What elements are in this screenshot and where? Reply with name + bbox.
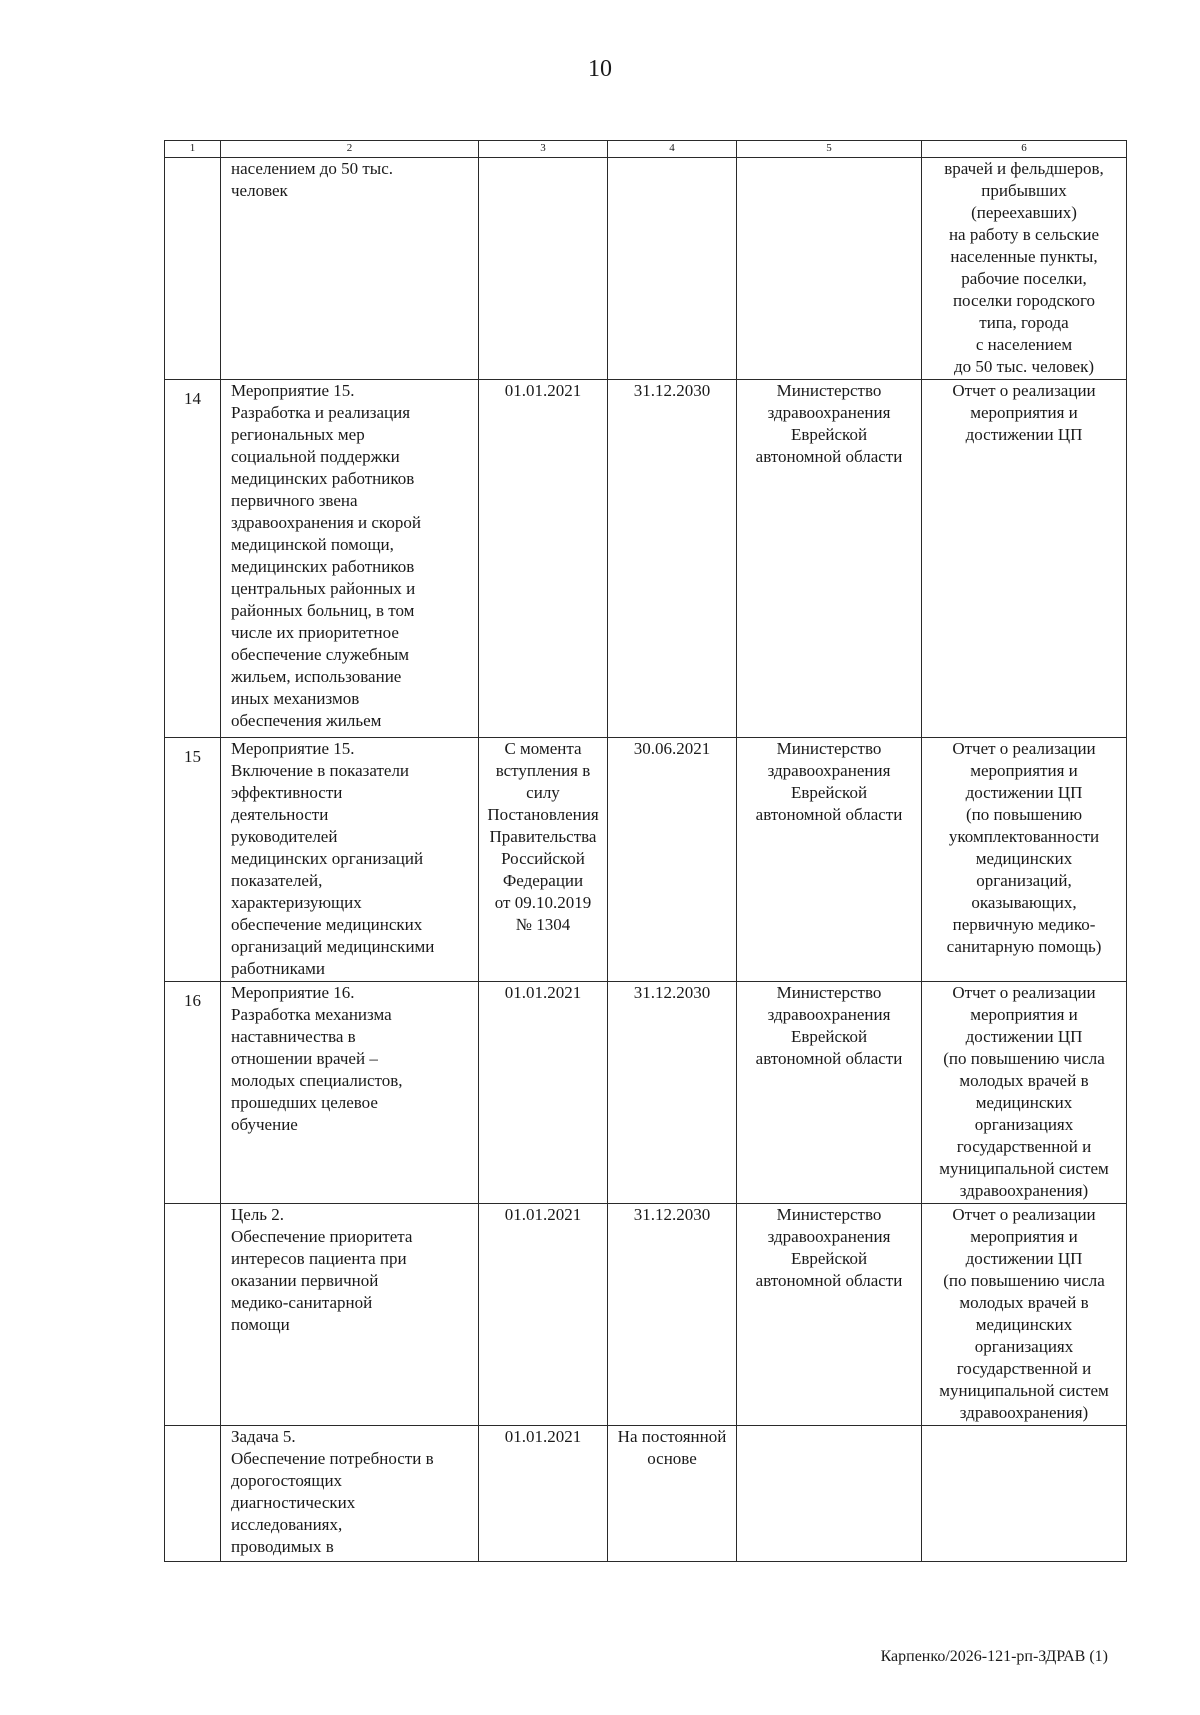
end-date: 30.06.2021 — [608, 738, 737, 982]
goal-name: Цель 2. Обеспечение приоритета интересов пациента при оказании первичной медико-санитарной помощи — [221, 1204, 479, 1426]
expected-result: врачей и фельдшеров, прибывших (переехавших) на работу в сельские населенные пункты, рабочие поселки, поселки городского типа, города с населением до 50 тыс. человек) — [922, 158, 1127, 380]
expected-result: Отчет о реализации мероприятия и достижении ЦП — [922, 380, 1127, 738]
end-date: На постоянной основе — [608, 1426, 737, 1562]
measure-name: Мероприятие 15. Включение в показатели эффективности деятельности руководителей медицинских организаций показателей, характеризующих обеспечение медицинских организаций медицинскими работниками — [221, 738, 479, 982]
end-date — [608, 158, 737, 380]
end-date: 31.12.2030 — [608, 380, 737, 738]
column-number: 4 — [608, 141, 737, 158]
measure-name: Мероприятие 16. Разработка механизма наставничества в отношении врачей – молодых специалистов, прошедших целевое обучение — [221, 982, 479, 1204]
start-date: 01.01.2021 — [479, 982, 608, 1204]
task-name: Задача 5. Обеспечение потребности в дорогостоящих диагностических исследованиях, проводимых в — [221, 1426, 479, 1562]
expected-result: Отчет о реализации мероприятия и достижении ЦП (по повышению укомплектованности медицинских организаций, оказывающих, первичную медико- санитарную помощь) — [922, 738, 1127, 982]
column-number: 3 — [479, 141, 608, 158]
expected-result: Отчет о реализации мероприятия и достижении ЦП (по повышению числа молодых врачей в медицинских организациях государственной и муниципальной систем здравоохранения) — [922, 1204, 1127, 1426]
column-number: 1 — [165, 141, 221, 158]
start-date — [479, 158, 608, 380]
column-number-row — [165, 141, 1127, 158]
expected-result — [922, 1426, 1127, 1562]
column-number: 5 — [737, 141, 922, 158]
responsible-body: Министерство здравоохранения Еврейской автономной области — [737, 380, 922, 738]
row-number: 16 — [165, 982, 221, 1204]
column-number: 6 — [922, 141, 1127, 158]
end-date: 31.12.2030 — [608, 982, 737, 1204]
row-number — [165, 1204, 221, 1426]
start-date: С момента вступления в силу Постановления Правительства Российской Федерации от 09.10.2019 № 1304 — [479, 738, 608, 982]
column-number: 2 — [221, 141, 479, 158]
row-number: 15 — [165, 738, 221, 982]
table-row — [165, 1204, 1127, 1426]
row-number: 14 — [165, 380, 221, 738]
document-footer-id: Карпенко/2026-121-рп-ЗДРАВ (1) — [880, 1648, 1108, 1665]
table-row — [165, 158, 1127, 380]
responsible-body — [737, 158, 922, 380]
expected-result: Отчет о реализации мероприятия и достижении ЦП (по повышению числа молодых врачей в медицинских организациях государственной и муниципальной систем здравоохранения) — [922, 982, 1127, 1204]
start-date: 01.01.2021 — [479, 1204, 608, 1426]
plan-table — [164, 140, 1127, 1562]
table-row — [165, 982, 1127, 1204]
responsible-body: Министерство здравоохранения Еврейской автономной области — [737, 982, 922, 1204]
start-date: 01.01.2021 — [479, 380, 608, 738]
responsible-body — [737, 1426, 922, 1562]
row-number — [165, 158, 221, 380]
row-number — [165, 1426, 221, 1562]
responsible-body: Министерство здравоохранения Еврейской автономной области — [737, 1204, 922, 1426]
measure-name: Мероприятие 15. Разработка и реализация региональных мер социальной поддержки медицинских работников первичного звена здравоохранения и скорой медицинской помощи, медицинских работников центральных районных и районных больниц, в том числе их приоритетное обеспечение служебным жильем, использование иных механизмов обеспечения жильем — [221, 380, 479, 738]
page-number: 10 — [588, 56, 612, 82]
responsible-body: Министерство здравоохранения Еврейской автономной области — [737, 738, 922, 982]
table-row — [165, 1426, 1127, 1562]
table-row — [165, 738, 1127, 982]
measure-name: населением до 50 тыс. человек — [221, 158, 479, 380]
end-date: 31.12.2030 — [608, 1204, 737, 1426]
table-row — [165, 380, 1127, 738]
start-date: 01.01.2021 — [479, 1426, 608, 1562]
